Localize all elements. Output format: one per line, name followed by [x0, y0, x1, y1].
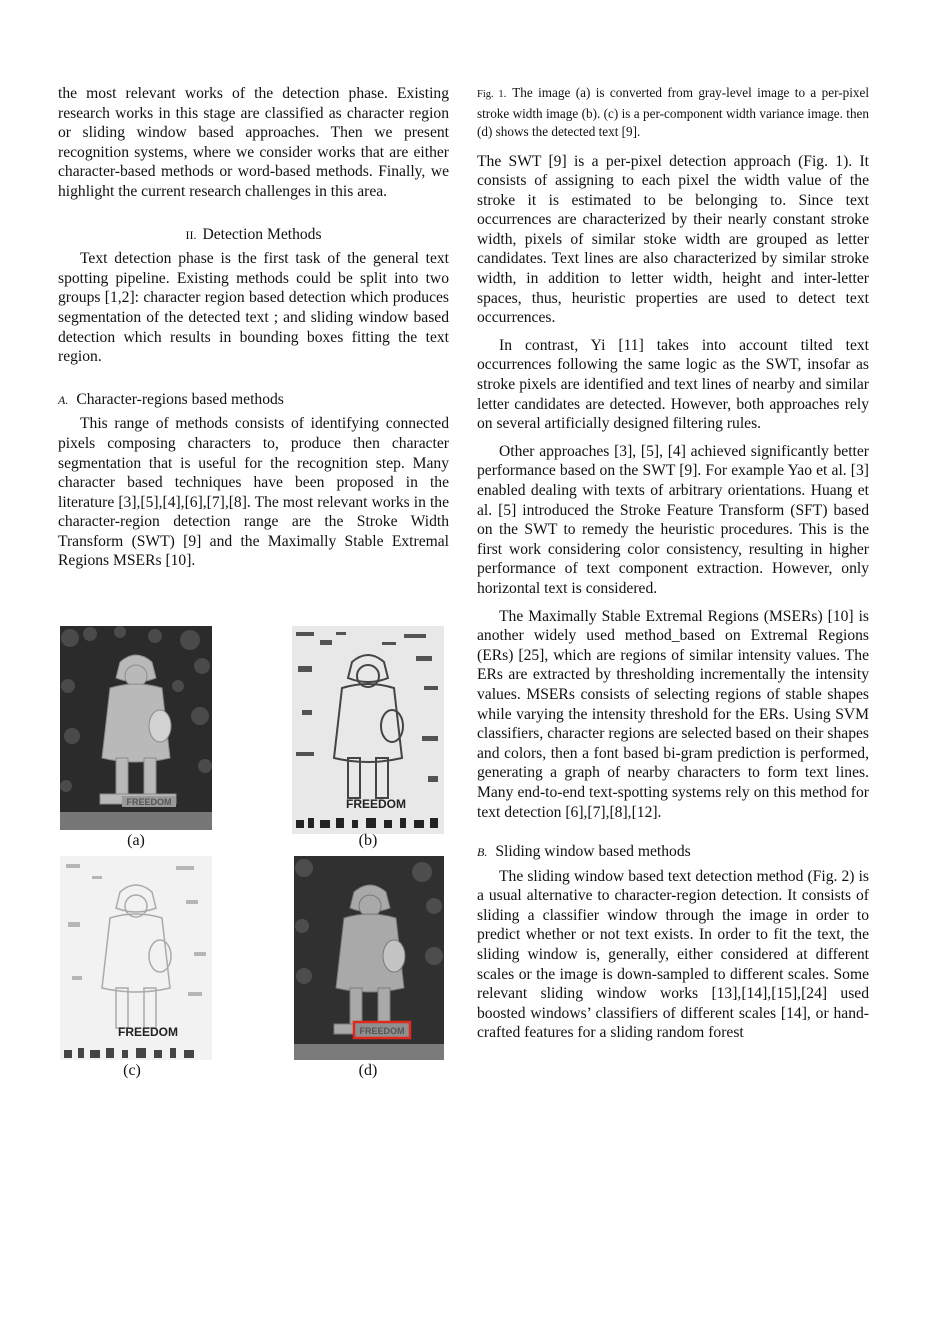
figure-caption: [477, 84, 869, 142]
stroke-width-image: [292, 626, 444, 834]
figure-1: [58, 626, 450, 1080]
left-column: [58, 84, 449, 571]
subsection-letter: A.: [58, 392, 69, 407]
figure-panel-b: [292, 626, 444, 849]
character-regions-paragraph: This range of methods consists of identifying connected pixels composing characters to, produce then character segmentation that is useful for the recognition step. Many character based techniques have been proposed in the literature [3],[5],[4],[6],[7],[8]. The most relevant works in the character-region detection range are the Stroke Width Transform (SWT) [9] and the Maximally Stable Extremal Regions MSERs [10].: [58, 415, 449, 570]
figure-caption-label: Fig. 1.: [477, 89, 507, 100]
right-column: [477, 84, 869, 1043]
sign-text-c: FREEDOM: [118, 1025, 178, 1039]
panel-label-d: (d): [358, 1062, 378, 1079]
swt-paragraph: The SWT [9] is a per-pixel detection approach (Fig. 1). It consists of assigning to each pixel the width value of the stroke it is estimated to be belonging to. Since text occurrences are characterized by their nearly constant stroke width, pixels of similar stoke width are grouped as letter candidates. Text lines are also characterized by similar stroke width, in addition to letter width, height and inter-letter spaces, thus, heuristic properties are used to detect text occurrences.: [477, 152, 869, 327]
detected-text-image: [294, 856, 444, 1060]
section-number: II.: [185, 227, 197, 242]
subsection-title-b: Sliding window based methods: [495, 843, 691, 861]
panel-label-a: (a): [127, 832, 145, 849]
sign-text-b: FREEDOM: [346, 797, 406, 811]
subsection-title: Character-regions based methods: [76, 390, 284, 408]
detection-methods-paragraph: Text detection phase is the first task of the general text spotting pipeline. Existing methods could be split into two groups [1,2]: character region based detection which produces segmentation of the detected text ; and sliding window based detection which results in bounding boxes fitting the text region.: [58, 250, 449, 366]
subsection-heading-character-regions: [58, 390, 449, 411]
panel-label-c: (c): [123, 1062, 141, 1079]
figure-panel-a: [60, 626, 212, 849]
sliding-window-paragraph: The sliding window based text detection method (Fig. 2) is a usual alternative to character-region detection. It consists of sliding a classifier window through the image in order to predict whether or not text exists. In order to fit the text, the sliding window is, generally, either considered at different scales or the image is down-sampled to different scales. Some relevant sliding window works [13],[14],[15],[24] used boosted windows’ classifiers of different scales [14], or hand-crafted features for a sliding random forest: [477, 867, 869, 1042]
statue-photo-grayscale: [60, 626, 212, 830]
yi-paragraph: In contrast, Yi [11] takes into account tilted text occurrences following the same logic as the SWT, insofar as stroke pixels are identified and text lines of nearby and similar letter candidates are detected. However, both approaches rely on several artificially designed filtering rules.: [477, 336, 869, 433]
figure-panel-d: [294, 856, 444, 1079]
width-variance-image: [60, 856, 212, 1060]
mser-paragraph: The Maximally Stable Extremal Regions (MSERs) [10] is another widely used method_based on Extremal Regions (ERs) [25], which are regions of similar intensity values. The ERs are extracted by thresholding incrementally the intensity values. MSERs consists of selecting regions of stable shapes while varying the intensity threshold for the ERs. Using SVM classifiers, character regions are selected based on their shapes and colors, then a font based bi-gram prediction is performed, generating a graph of nearby characters to form text lines. Many end-to-end text-spotting systems rely on this method for text detection [6],[7],[8],[12].: [477, 607, 869, 821]
subsection-letter-b: B.: [477, 845, 488, 860]
figure-panel-c: [60, 856, 212, 1079]
intro-paragraph: the most relevant works of the detection phase. Existing research works in this stage are classified as character region or sliding window based approaches. Then we present recognition systems, where we consider works that are either character-based methods or word-based methods. Finally, we highlight the current research challenges in this area.: [58, 85, 449, 200]
sign-text-d: FREEDOM: [359, 1026, 405, 1036]
subsection-heading-sliding-window: [477, 842, 869, 863]
section-title: Detection Methods: [202, 225, 322, 243]
figure-caption-text: The image (a) is converted from gray-level image to a per-pixel stroke width image (b). (c) is a per-component width variance image. then (d) shows the detected text [9].: [477, 85, 869, 139]
sign-text-a: FREEDOM: [126, 797, 172, 807]
panel-label-b: (b): [358, 832, 378, 849]
other-approaches-paragraph: Other approaches [3], [5], [4] achieved significantly better performance based on the SWT [9]. For example Yao et al. [3] enabled dealing with texts of arbitrary orientations. Huang et al. [5] introduced the Stroke Feature Transform (SFT) based on the SWT to remedy the heuristic procedures. This is the first work considering color consistency, resulting in higher performance of text component extraction. However, only horizontal text is considered.: [477, 442, 869, 597]
section-heading-detection-methods: [58, 225, 449, 246]
